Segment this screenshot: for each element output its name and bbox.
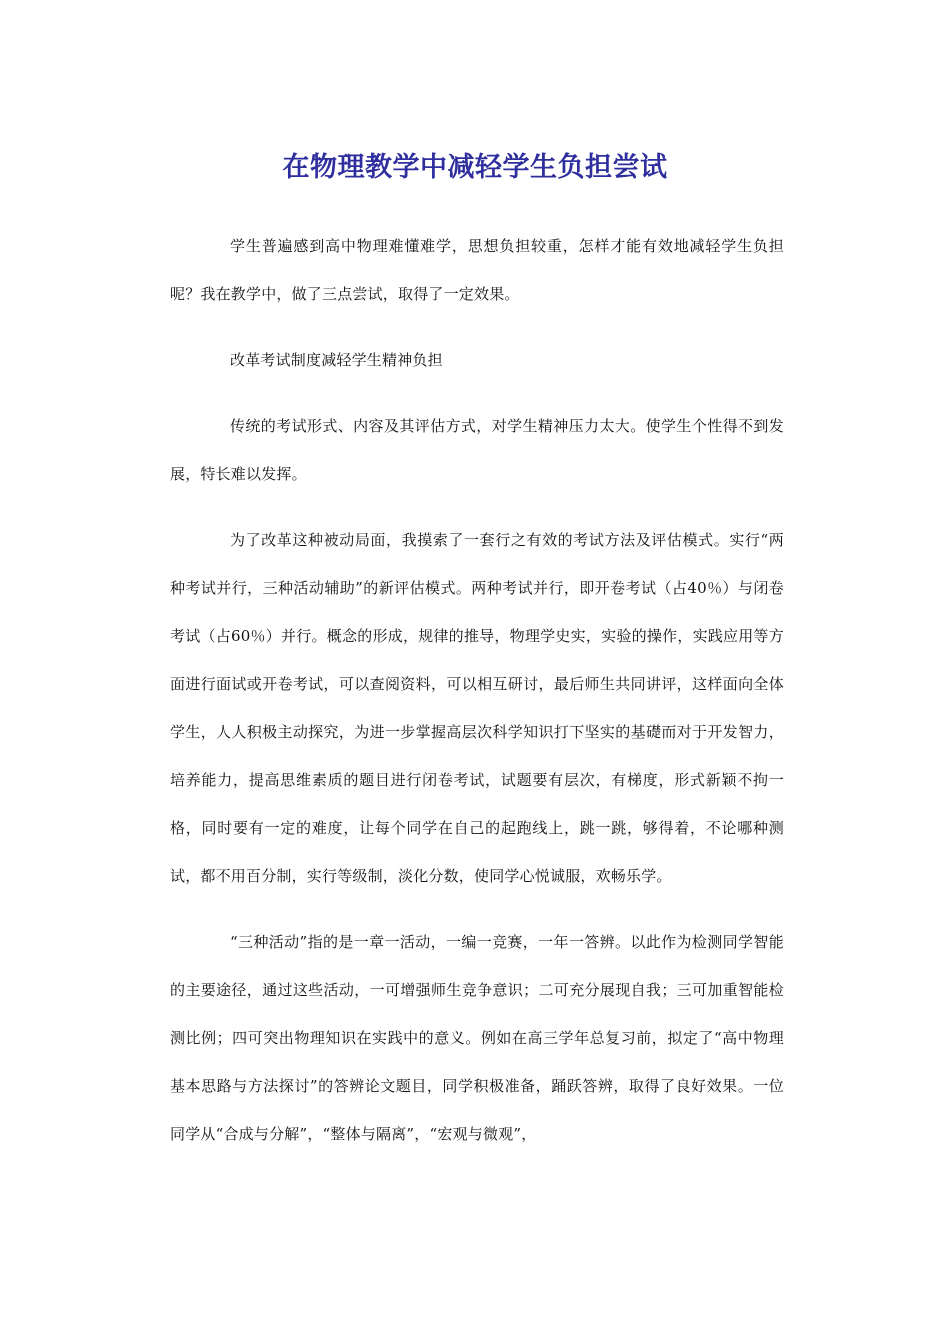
paragraph-three-activities: “三种活动”指的是一章一活动，一编一竞赛，一年一答辨。以此作为检测同学智能的主要途径，通过这些活动，一可增强师生竞争意识；二可充分展现自我；三可加重智能检测比例；四可突出物理知识在实践中的意义。例如在高三学年总复习前，拟定了“高中物理基本思路与方法探讨”的答辨论文题目，同学积极准备，踊跃答辨，取得了良好效果。一位同学从“合成与分解”，“整体与隔离”，“宏观与微观”， bbox=[170, 933, 784, 1143]
paragraph-exam-reform: 为了改革这种被动局面，我摸索了一套行之有效的考试方法及评估模式。实行“两种考试并行，三种活动辅助”的新评估模式。两种考试并行，即开卷考试（占40％）与闭卷考试（占60％）并行。概念的形成，规律的推导，物理学史实，实验的操作，实践应用等方面进行面试或开卷考试，可以查阅资料，可以相互研讨，最后师生共同讲评，这样面向全体学生，人人积极主动探究，为进一步掌握高层次科学知识打下坚实的基礎而对于开发智力，培养能力，提高思维素质的题目进行闭卷考试，试题要有层次，有梯度，形式新颖不拘一格，同时要有一定的难度，让每个同学在自己的起跑线上，跳一跳，够得着，不论哪种测试，都不用百分制，实行等级制，淡化分数，使同学心悦诚服，欢畅乐学。 bbox=[170, 531, 784, 885]
paragraph-intro: 学生普遍感到高中物理难懂难学，思想负担较重，怎样才能有效地减轻学生负担呢？我在教学中，做了三点尝试，取得了一定效果。 bbox=[170, 237, 784, 303]
document-title: 在物理教学中减轻学生负担尝试 bbox=[282, 152, 668, 183]
section-heading: 改革考试制度减轻学生精神负担 bbox=[230, 351, 443, 369]
paragraph-traditional-exams: 传统的考试形式、内容及其评估方式，对学生精神压力太大。使学生个性得不到发展，特长难以发挥。 bbox=[170, 417, 784, 483]
document-body bbox=[170, 222, 784, 1176]
